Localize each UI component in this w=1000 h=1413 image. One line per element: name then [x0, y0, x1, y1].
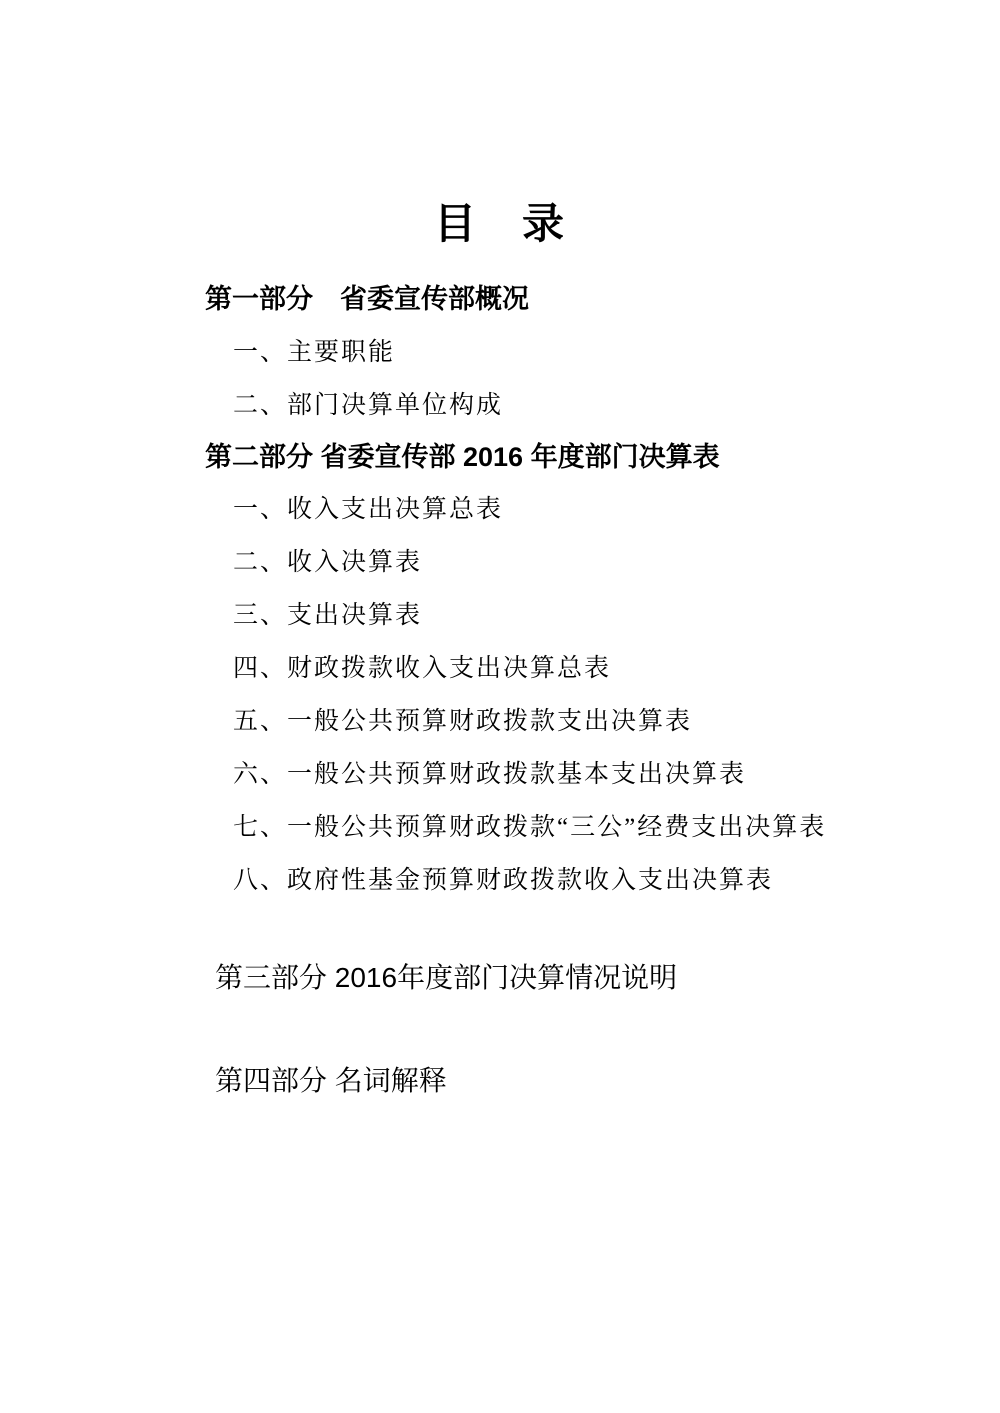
- page-title: 目 录: [433, 200, 566, 247]
- toc-item: 二、收入决算表: [233, 549, 423, 576]
- section-3-heading: 第三部分 2016年度部门决算情况说明: [215, 962, 678, 993]
- toc-item: 三、支出决算表: [233, 602, 423, 629]
- section-1-heading: 第一部分 省委宣传部概况: [205, 284, 529, 314]
- toc-item: 五、一般公共预算财政拨款支出决算表: [233, 708, 693, 735]
- toc-item: 八、政府性基金预算财政拨款收入支出决算表: [233, 867, 774, 894]
- toc-item: 二、部门决算单位构成: [233, 392, 504, 419]
- toc-item: 一、收入支出决算总表: [233, 496, 504, 523]
- toc-item: 一、主要职能: [233, 339, 396, 366]
- toc-item: 七、一般公共预算财政拨款“三公”经费支出决算表: [233, 814, 827, 841]
- section-4-heading: 第四部分 名词解释: [215, 1065, 447, 1096]
- toc-item: 四、财政拨款收入支出决算总表: [233, 655, 612, 682]
- toc-item: 六、一般公共预算财政拨款基本支出决算表: [233, 761, 747, 788]
- section-2-heading: 第二部分 省委宣传部 2016 年度部门决算表: [205, 442, 720, 472]
